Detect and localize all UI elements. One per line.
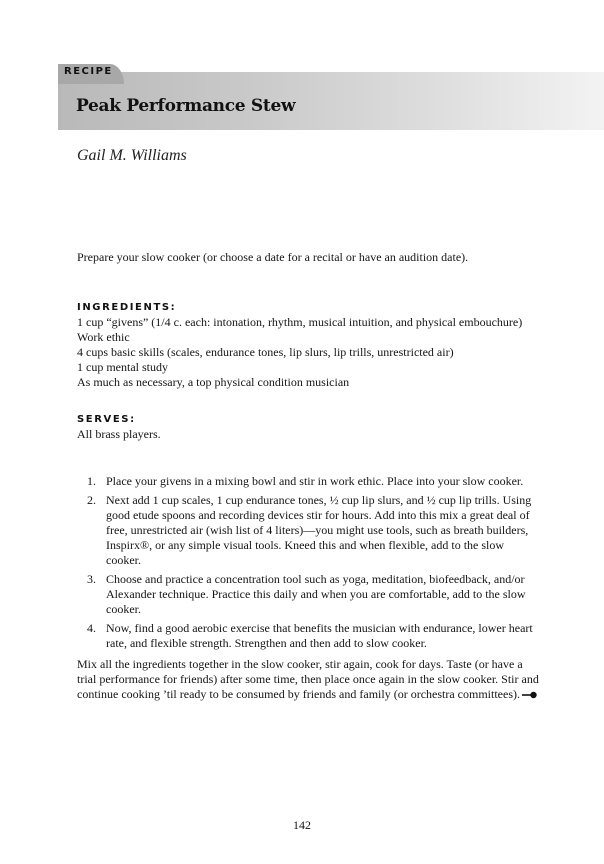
step-item bbox=[87, 572, 537, 617]
step-number: 4. bbox=[87, 621, 96, 635]
step-item bbox=[87, 621, 537, 651]
intro-paragraph: Prepare your slow cooker (or choose a date for a recital or have an audition date). bbox=[77, 250, 469, 264]
step-item bbox=[87, 474, 537, 489]
section-label: RECIPE bbox=[64, 66, 113, 77]
ingredient-item: 4 cups basic skills (scales, endurance tones, lip slurs, lip trills, unrestricted air) bbox=[77, 345, 454, 359]
ingredient-item: As much as necessary, a top physical condition musician bbox=[77, 375, 350, 389]
step-number: 2. bbox=[87, 493, 96, 507]
serves-heading: SERVES: bbox=[77, 414, 136, 425]
end-mark-icon bbox=[522, 688, 538, 703]
step-text: Now, find a good aerobic exercise that benefits the musician with endurance, lower heart rate, and flexible strength. Strengthen and then add to slow cooker. bbox=[106, 621, 533, 650]
ingredients-list bbox=[77, 315, 537, 390]
serves-section bbox=[77, 414, 537, 442]
serves-text: All brass players. bbox=[77, 427, 161, 441]
step-item bbox=[87, 493, 537, 568]
closing-paragraph bbox=[77, 657, 541, 703]
ingredients-heading: INGREDIENTS: bbox=[77, 302, 177, 313]
author-name: Gail M. Williams bbox=[77, 147, 187, 164]
closing-text: Mix all the ingredients together in the slow cooker, stir again, cook for days. Taste (or have a trial performance for friends) after some time, then place once again in the slow cooker. Stir and continue cooking ’til ready to be consumed by friends and family (or orchestra committees). bbox=[77, 657, 539, 701]
step-text: Next add 1 cup scales, 1 cup endurance tones, ½ cup lip slurs, and ½ cup lip trills. Using good etude spoons and recording devices stir for hours. Add into this mix a great deal of free, unrestricted air (wish list of 4 liters)—you might use tools, such as breath builders, Inspirx®, or any simple visual tools. Kneed this and when flexible, add to the slow cooker. bbox=[106, 493, 532, 567]
step-text: Place your givens in a mixing bowl and stir in work ethic. Place into your slow cooker. bbox=[106, 474, 524, 488]
ingredients-section bbox=[77, 302, 537, 390]
ingredient-item: 1 cup “givens” (1/4 c. each: intonation, rhythm, musical intuition, and physical embouchure) bbox=[77, 315, 523, 329]
step-number: 3. bbox=[87, 572, 96, 586]
ingredient-item: Work ethic bbox=[77, 330, 130, 344]
ingredient-item: 1 cup mental study bbox=[77, 360, 168, 374]
steps-list bbox=[87, 474, 537, 655]
recipe-title: Peak Performance Stew bbox=[76, 96, 296, 116]
step-number: 1. bbox=[87, 474, 96, 488]
page-number: 142 bbox=[293, 818, 311, 832]
step-text: Choose and practice a concentration tool such as yoga, meditation, biofeedback, and/or Alexander technique. Practice this daily and when you are comfortable, add to the slow cooker. bbox=[106, 572, 526, 616]
